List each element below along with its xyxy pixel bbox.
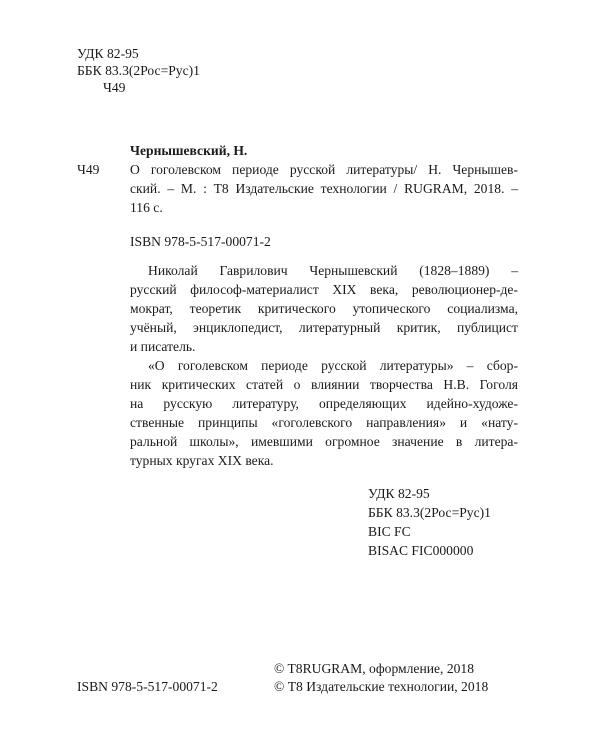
header-author-mark: Ч49	[103, 80, 126, 95]
code-udk: УДК 82-95	[368, 486, 430, 501]
header-bbk: ББК 83.3(2Рос=Рус)1	[77, 63, 200, 78]
copyright-rugram: © T8RUGRAM, оформление, 2018	[274, 661, 475, 676]
footer-isbn: ISBN 978-5-517-00071-2	[77, 679, 218, 694]
annotation-line: учёный, энциклопедист, литературный критик, публицист	[130, 320, 518, 335]
annotation-line: турных кругах XIX века.	[130, 453, 274, 468]
code-bisac: BISAC FIC000000	[368, 543, 474, 558]
annotation-line: ственные принципы «гоголевского направления» и «нату-	[130, 415, 518, 430]
annotation-line: «О гоголевском периоде русской литературы» – сбор-	[148, 358, 518, 373]
header-udk: УДК 82-95	[77, 46, 139, 61]
annotation-line: русский философ-материалист XIX века, революционер-де-	[130, 282, 518, 297]
annotation-paragraph-2	[130, 356, 518, 470]
record-description	[130, 160, 518, 217]
annotation-line: и писатель.	[130, 339, 196, 354]
record-line: О гоголевском периоде русской литературы/ Н. Чернышев-	[130, 162, 518, 177]
annotation-line: мократ, теоретик критического утопического социализма,	[130, 301, 518, 316]
annotation-line: Николай Гаврилович Чернышевский (1828–1889) –	[148, 263, 518, 278]
record-author: Чернышевский, Н.	[130, 143, 248, 158]
record-line: 116 с.	[130, 200, 163, 215]
copyright-t8: © Т8 Издательские технологии, 2018	[274, 679, 489, 694]
annotation-line: ральной школы», имевшими огромное значение в литера-	[130, 434, 518, 449]
code-bic: BIC FC	[368, 524, 411, 539]
record-author-mark: Ч49	[77, 162, 100, 177]
classification-codes	[368, 484, 491, 560]
annotation-line: на русскую литературу, определяющих идейно-художе-	[130, 396, 518, 411]
annotation-line: ник критических статей о влиянии творчества Н.В. Гоголя	[130, 377, 518, 392]
record-line: ский. – М. : Т8 Издательские технологии / RUGRAM, 2018. –	[130, 181, 518, 196]
record-isbn: ISBN 978-5-517-00071-2	[130, 234, 271, 249]
code-bbk: ББК 83.3(2Рос=Рус)1	[368, 505, 491, 520]
annotation-paragraph-1	[130, 261, 518, 356]
